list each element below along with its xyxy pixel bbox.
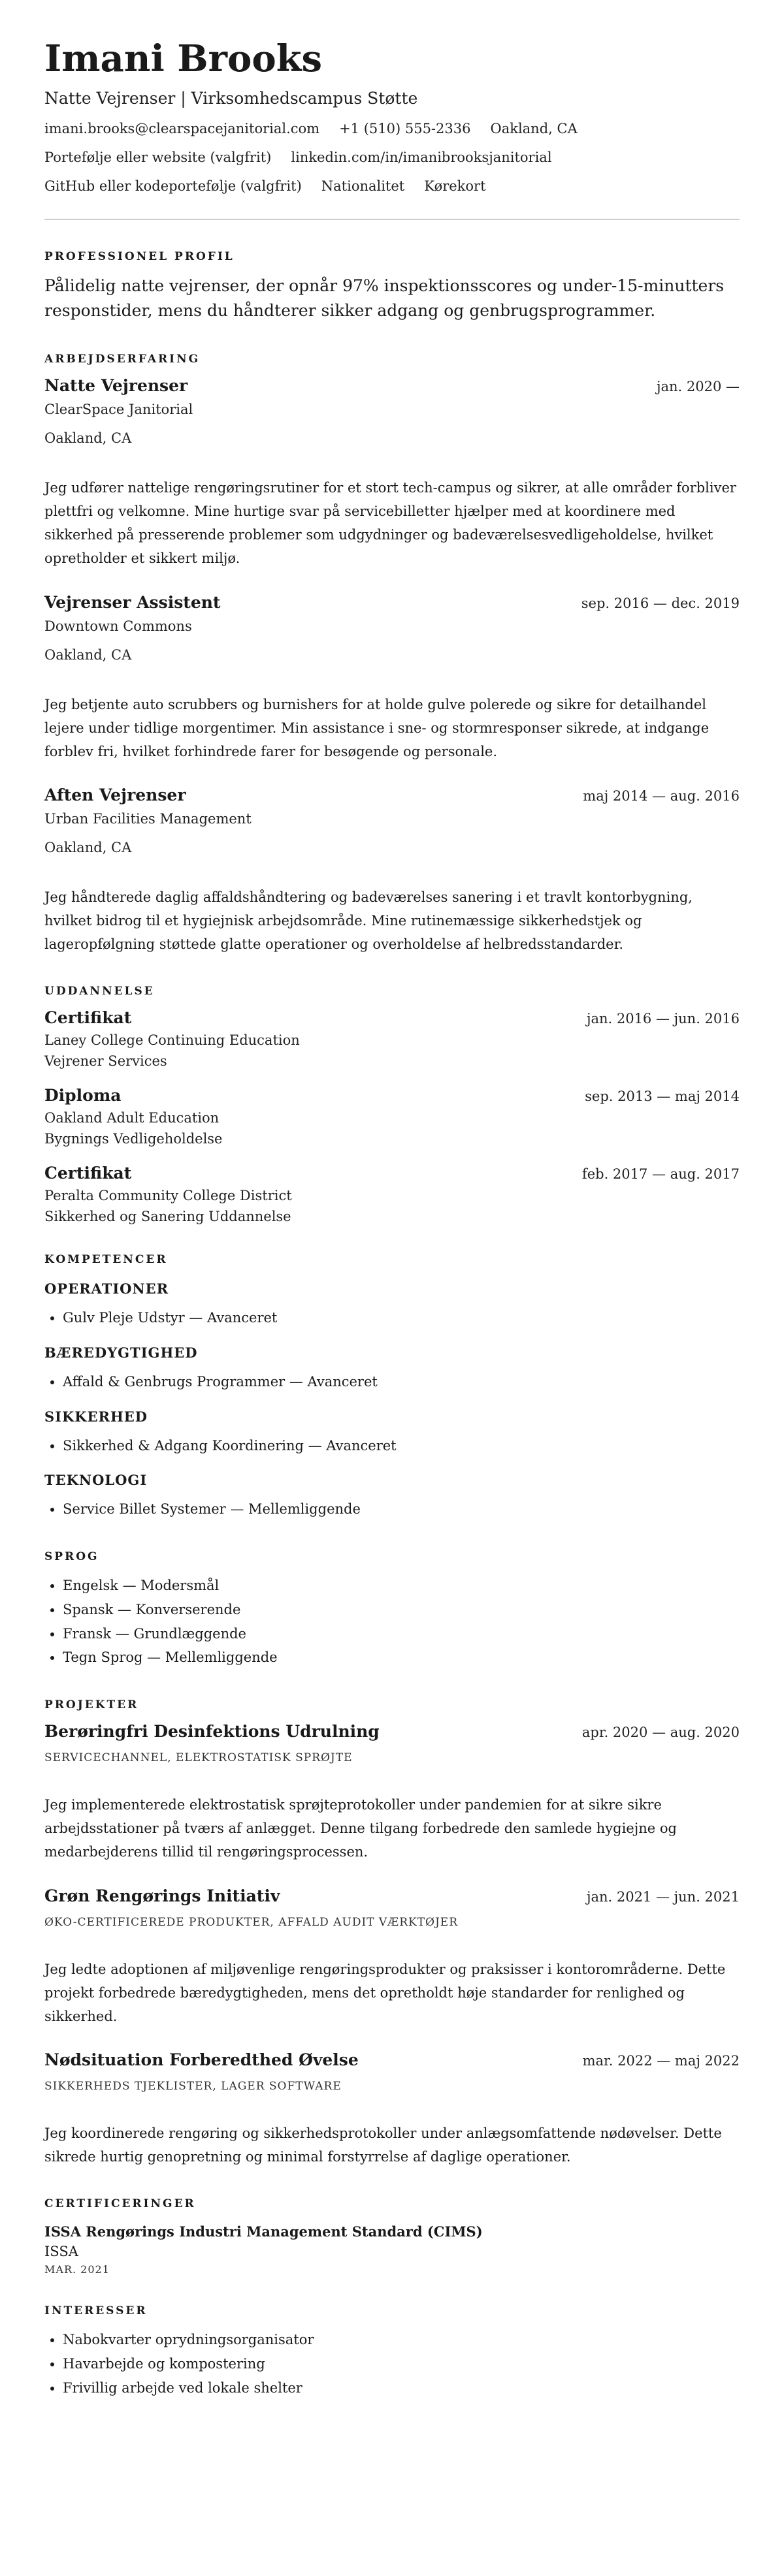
project-entry	[44, 1886, 740, 2028]
field-of-study: Bygnings Vedligeholdelse	[44, 1131, 223, 1147]
project-tools: SERVICECHANNEL, ELEKTROSTATISK SPRØJTE	[44, 1751, 353, 1765]
skill-category: TEKNOLOGI	[44, 1472, 148, 1489]
experience-entry	[44, 376, 740, 570]
job-dates: maj 2014 — aug. 2016	[583, 787, 740, 804]
project-dates: jan. 2021 — jun. 2021	[586, 1888, 740, 1905]
skills-section	[44, 1253, 740, 1521]
experience-entry	[44, 786, 740, 956]
section-title: INTERESSER	[44, 2304, 148, 2318]
language-list	[44, 1574, 740, 1670]
contact-location: Oakland, CA	[490, 120, 578, 136]
project-entry	[44, 2050, 740, 2169]
certification-issuer: ISSA	[44, 2244, 78, 2260]
job-description: Jeg håndterede daglig affaldshåndtering og badeværelses sanering i et travlt kontorbygning, hvilket bidrog til et hygiejnisk arbejdsområde. Mine rutinemæssige sikkerhedstjek og lageropfølgning støttede glatte operationer og overholdelse af helbredsstandarder.	[44, 889, 693, 953]
degree-title: Certifikat	[44, 1008, 132, 1028]
contact-email[interactable]: imani.brooks@clearspacejanitorial.com	[44, 120, 320, 136]
skill-list	[44, 1370, 740, 1394]
job-location: Oakland, CA	[44, 839, 132, 855]
resume-header	[44, 39, 740, 194]
skill-category: SIKKERHED	[44, 1408, 148, 1425]
degree-title: Diploma	[44, 1086, 122, 1105]
interest-item: • Nabokvarter oprydningsorganisator	[63, 2328, 740, 2352]
field-of-study: Sikkerhed og Sanering Uddannelse	[44, 1209, 291, 1225]
education-entry	[44, 1086, 740, 1147]
language-item: • Fransk — Grundlæggende	[63, 1622, 740, 1646]
interest-list	[44, 2328, 740, 2400]
section-title: UDDANNELSE	[44, 985, 155, 998]
candidate-name: Imani Brooks	[44, 37, 323, 80]
contact-row	[44, 178, 740, 194]
job-description: Jeg udfører nattelige rengøringsrutiner for et stort tech-campus og sikrer, at alle områder forbliver plettfri og velkomne. Mine hurtige svar på servicebilletter hjælper med at koordinere med sikkerhed på presserende problemer som udgydninger og badeværelsesvedligeholdelse, hvilket opretholder et sikkert miljø.	[44, 480, 736, 567]
contact-nationality: Nationalitet	[321, 178, 405, 194]
experience-entry	[44, 593, 740, 763]
section-title: SPROG	[44, 1550, 99, 1564]
education-entry	[44, 1164, 740, 1224]
language-item: • Spansk — Konverserende	[63, 1598, 740, 1622]
section-title: PROJEKTER	[44, 1698, 139, 1712]
skill-category: BÆREDYGTIGHED	[44, 1344, 198, 1361]
contact-github: GitHub eller kodeportefølje (valgfrit)	[44, 178, 302, 194]
skill-item: • Sikkerhed & Adgang Koordinering — Avanceret	[63, 1434, 740, 1458]
skill-list	[44, 1434, 740, 1458]
education-dates: jan. 2016 — jun. 2016	[586, 1011, 740, 1027]
contact-linkedin[interactable]: linkedin.com/in/imanibrooksjanitorial	[291, 149, 552, 165]
interest-item: • Frivillig arbejde ved lokale shelter	[63, 2376, 740, 2400]
job-title: Aften Vejrenser	[44, 785, 186, 804]
experience-section	[44, 353, 740, 956]
job-company: Urban Facilities Management	[44, 810, 252, 827]
project-description: Jeg ledte adoptionen af miljøvenlige rengøringsprodukter og praksisser i kontorområderne. Dette projekt forbedrede bæredygtigheden, mens det opretholdt høje standarder for renlighed og sikkerhed.	[44, 1961, 726, 2024]
projects-section	[44, 1698, 740, 2169]
project-dates: apr. 2020 — aug. 2020	[581, 1725, 740, 1741]
section-title: KOMPETENCER	[44, 1253, 168, 1267]
skill-list	[44, 1306, 740, 1330]
project-description: Jeg implementerede elektrostatisk sprøjteprotokoller under pandemien for at sikre sikre arbejdsstationer på tværs af anlægget. Denne tilgang forbedrede den samlede hygiejne og medarbejderens tillid til rengøringsprocessen.	[44, 1797, 677, 1860]
school-name: Laney College Continuing Education	[44, 1032, 300, 1049]
education-section	[44, 985, 740, 1224]
job-dates: jan. 2020 —	[656, 379, 740, 395]
contact-row	[44, 121, 740, 136]
project-tools: ØKO-CERTIFICEREDE PRODUKTER, AFFALD AUDIT VÆRKTØJER	[44, 1915, 459, 1929]
school-name: Peralta Community College District	[44, 1188, 292, 1204]
profile-section	[44, 250, 740, 325]
contact-phone[interactable]: +1 (510) 555-2336	[339, 120, 471, 136]
job-description: Jeg betjente auto scrubbers og burnishers for at holde gulve polerede og sikre for detailhandel lejere under tidlige morgentimer. Min assistance i sne- og stormresponser sikrede, at indgange forblev fri, hvilket forhindrede farer for besøgende og personale.	[44, 696, 710, 759]
project-description: Jeg koordinerede rengøring og sikkerhedsprotokoller under anlægsomfattende nødøvelser. Dette sikrede hurtig genopretning og minimal forstyrrelse af daglige operationer.	[44, 2125, 722, 2165]
section-title: CERTIFICERINGER	[44, 2197, 196, 2211]
interest-item: • Havarbejde og kompostering	[63, 2352, 740, 2376]
language-item: • Tegn Sprog — Mellemliggende	[63, 1646, 740, 1670]
project-tools: SIKKERHEDS TJEKLISTER, LAGER SOFTWARE	[44, 2079, 342, 2093]
certification-name: ISSA Rengørings Industri Management Standard (CIMS)	[44, 2223, 483, 2240]
contact-portfolio: Portefølje eller website (valgfrit)	[44, 149, 272, 165]
header-divider	[44, 219, 740, 220]
job-title: Vejrenser Assistent	[44, 592, 221, 612]
project-dates: mar. 2022 — maj 2022	[582, 2052, 740, 2069]
section-title: PROFESSIONEL PROFIL	[44, 249, 235, 263]
job-company: Downtown Commons	[44, 618, 192, 634]
language-item: • Engelsk — Modersmål	[63, 1574, 740, 1598]
skill-category: OPERATIONER	[44, 1280, 169, 1297]
job-location: Oakland, CA	[44, 430, 132, 447]
contact-license: Kørekort	[424, 178, 486, 194]
interests-section	[44, 2304, 740, 2400]
job-title: Natte Vejrenser	[44, 376, 188, 396]
section-title: ARBEJDSERFARING	[44, 353, 201, 366]
project-name: Nødsituation Forberedthed Øvelse	[44, 2050, 359, 2069]
profile-summary: Pålidelig natte vejrenser, der opnår 97% inspektionsscores og under-15-minutters responstider, mens du håndterer sikker adgang og genbrugsprogrammer.	[44, 276, 725, 321]
skill-item: • Gulv Pleje Udstyr — Avanceret	[63, 1306, 740, 1330]
field-of-study: Vejrener Services	[44, 1053, 167, 1070]
education-dates: feb. 2017 — aug. 2017	[581, 1166, 740, 1183]
certifications-section	[44, 2197, 740, 2276]
skill-item: • Affald & Genbrugs Programmer — Avanceret	[63, 1370, 740, 1394]
contact-row	[44, 150, 740, 165]
languages-section	[44, 1550, 740, 1670]
education-entry	[44, 1008, 740, 1069]
degree-title: Certifikat	[44, 1164, 132, 1183]
job-dates: sep. 2016 — dec. 2019	[581, 595, 740, 611]
project-name: Berøringfri Desinfektions Udrulning	[44, 1722, 380, 1741]
job-company: ClearSpace Janitorial	[44, 402, 193, 418]
school-name: Oakland Adult Education	[44, 1110, 220, 1126]
candidate-tagline: Natte Vejrenser | Virksomhedscampus Støtte	[44, 88, 418, 108]
certification-date: MAR. 2021	[44, 2263, 110, 2276]
project-name: Grøn Rengørings Initiativ	[44, 1886, 280, 1905]
skill-item: • Service Billet Systemer — Mellemliggende	[63, 1497, 740, 1521]
education-dates: sep. 2013 — maj 2014	[585, 1089, 740, 1105]
skill-list	[44, 1497, 740, 1521]
job-location: Oakland, CA	[44, 646, 132, 663]
project-entry	[44, 1722, 740, 1864]
